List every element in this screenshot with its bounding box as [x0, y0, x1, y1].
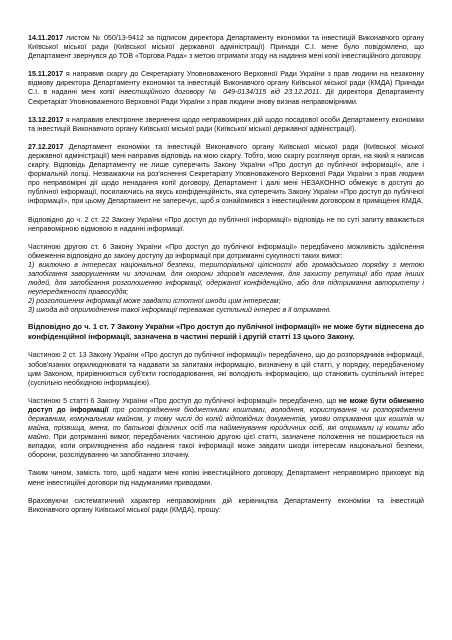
date-2: 15.11.2017 [28, 70, 64, 79]
paragraph-2-text-a: я направив скаргу до Секретаріату Уповноваженого Верховної Ради України з прав людини на незаконну відмову директора Департаменту економіки та інвестицій Виконавчого органу Київської міської ради (КМДА) Принади С.І. в наданні мені копії [28, 70, 424, 97]
paragraph-4 [28, 143, 424, 207]
date-3: 13.12.2017 [28, 115, 64, 124]
paragraph-2 [28, 70, 424, 106]
paragraph-1-text: листом № 050/13-9412 за підписом директора Департаменту економіки та інвестицій Виконавчого органу Київської міської ради (Київської міської державної адміністрації) Принади С.І. мене було повідомлено, що Департамент звернувся до ТОВ «Торгова Рада» з метою отримати згоду на надання мені копії інвестиційного договору. [28, 34, 424, 61]
paragraph-6: Частиною другою ст. 6 Закону України «Про доступ до публічної інформації» передбачено можливість здійснення обмеження відповідно до закону доступу до інформації при дотриманні сукупності таких вимог: [28, 242, 424, 260]
paragraph-8: Частиною 2 ст. 13 Закону України «Про доступ до публічної інформації» передбачено, що до розпорядників інформації, зобов'язаних оприлюднювати та надавати за запитами інформацію, визначену в цій статті, у порядку, передбаченому цим Законом, прирівнюються суб'єкти господарювання, які володіють інформацією, що становить суспільний інтерес (суспільно необхідною інформацією). [28, 351, 424, 387]
paragraph-9-b: не може бути обмежено доступ до інформації [28, 396, 424, 414]
paragraph-4-text: Департамент економіки та інвестицій Виконавчого органу Київської міської ради (Київської міської державної адміністрації) мені направив відповідь на мою скаргу. Тобто, мою скаргу розглянув орган, на який я написав скаргу. Відповідь Департаменту не лише суперечить Закону України «Про доступ до публічної інформації», але і формальній логіці. Незважаючи на роз'яснення Секретаріату Уповноваженого Верховної Ради України з прав людини про неправомірні дії щодо ненадання копії договору, Департамент і далі мені НЕЗАКОННО обмежує в доступі до публічної інформації, посилаючись на якусь конфіденційність, яка суперечить Закону України «Про доступ до публічної інформації», при цьому Департамент не заперечує, щоб я ознайомився з інвестиційним договором в приміщенні КМДА. [28, 142, 424, 206]
paragraph-11: Враховуючи систематичний характер неправомірних дій керівництва Департаменту економіки та інвестицій Виконавчого органу Київської міської ради (КМДА), прошу: [28, 496, 424, 514]
paragraph-2-text-b: . Дії директора Департаменту Секретаріат Уповноваженого Верховної Ради України з прав людини знову визнав неправомірними. [28, 88, 424, 106]
paragraph-9-d: . При дотриманні вимог, передбачених частиною другою цієї статті, зазначене положення не поширюється на випадки, коли оприлюднення або надання такої інформації може завдати шкоди інтересам національної безпеки, оборони, розслідуванню чи запобіганню злочину. [28, 433, 424, 460]
document-page [28, 34, 424, 524]
paragraph-7: Відповідно до ч. 1 ст. 7 Закону України «Про доступ до публічної інформації» не може бути віднесена до конфіденційної інформації, зазначена в частині першій і другій статті 13 цього Закону. [28, 322, 424, 342]
requirement-item-2: 2) розголошення інформації може завдати істотної шкоди цим інтересам; [28, 297, 281, 306]
date-4: 27.12.2017 [28, 142, 64, 151]
paragraph-9-c: про розпорядження бюджетними коштами, володіння, користування чи розпорядження державним, комунальним майном, у тому числі до копій відповідних документів, умови отримання цих коштів чи майна, прізвища, імена, по батькові фізичних осіб та найменування юридичних осіб, які отримали ці кошти або майно [28, 405, 424, 442]
paragraph-6-block [28, 243, 424, 316]
paragraph-10: Таким чином, замість того, щоб надати мені копію інвестиційного договору, Департамент неправомірно приховує від мене інвестиційні договори під надуманими приводами. [28, 469, 424, 487]
paragraph-9 [28, 397, 424, 461]
paragraph-5: Відповідно до ч. 2 ст. 22 Закону України «Про доступ до публічної інформації» відповідь не по суті запиту вважається неправомірною відмовою в наданні інформації. [28, 215, 424, 233]
paragraph-2-contract: інвестиційного договору № 049-0134/115 від 23.12.2011 [118, 88, 320, 97]
paragraph-3 [28, 116, 424, 134]
date-1: 14.11.2017 [28, 34, 64, 42]
requirement-item-1: 1) виключно в інтересах національної безпеки, територіальної цілісності або громадського порядку з метою запобігання заворушенням чи злочинам, для охорони здоров'я населення, для захисту репутації або прав інших людей, для запобігання розголошенню інформації, одержаної конфіденційно, або для підтримання авторитету і неупередженості правосуддя; [28, 260, 424, 297]
paragraph-9-a: Частиною 5 статті 6 Закону України «Про доступ до публічної інформації» передбачено, що [28, 396, 339, 405]
paragraph-3-text: я направив електронне звернення щодо неправомірних дій щодо посадової особи Департаменту економіки та інвестицій Виконавчого органу Київської міської ради (Київської міської державної адміністрації). [28, 115, 424, 133]
paragraph-1 [28, 34, 424, 61]
requirement-item-3: 3) шкода від оприлюднення такої інформації переважає суспільний інтерес в її отриманні. [28, 306, 332, 315]
